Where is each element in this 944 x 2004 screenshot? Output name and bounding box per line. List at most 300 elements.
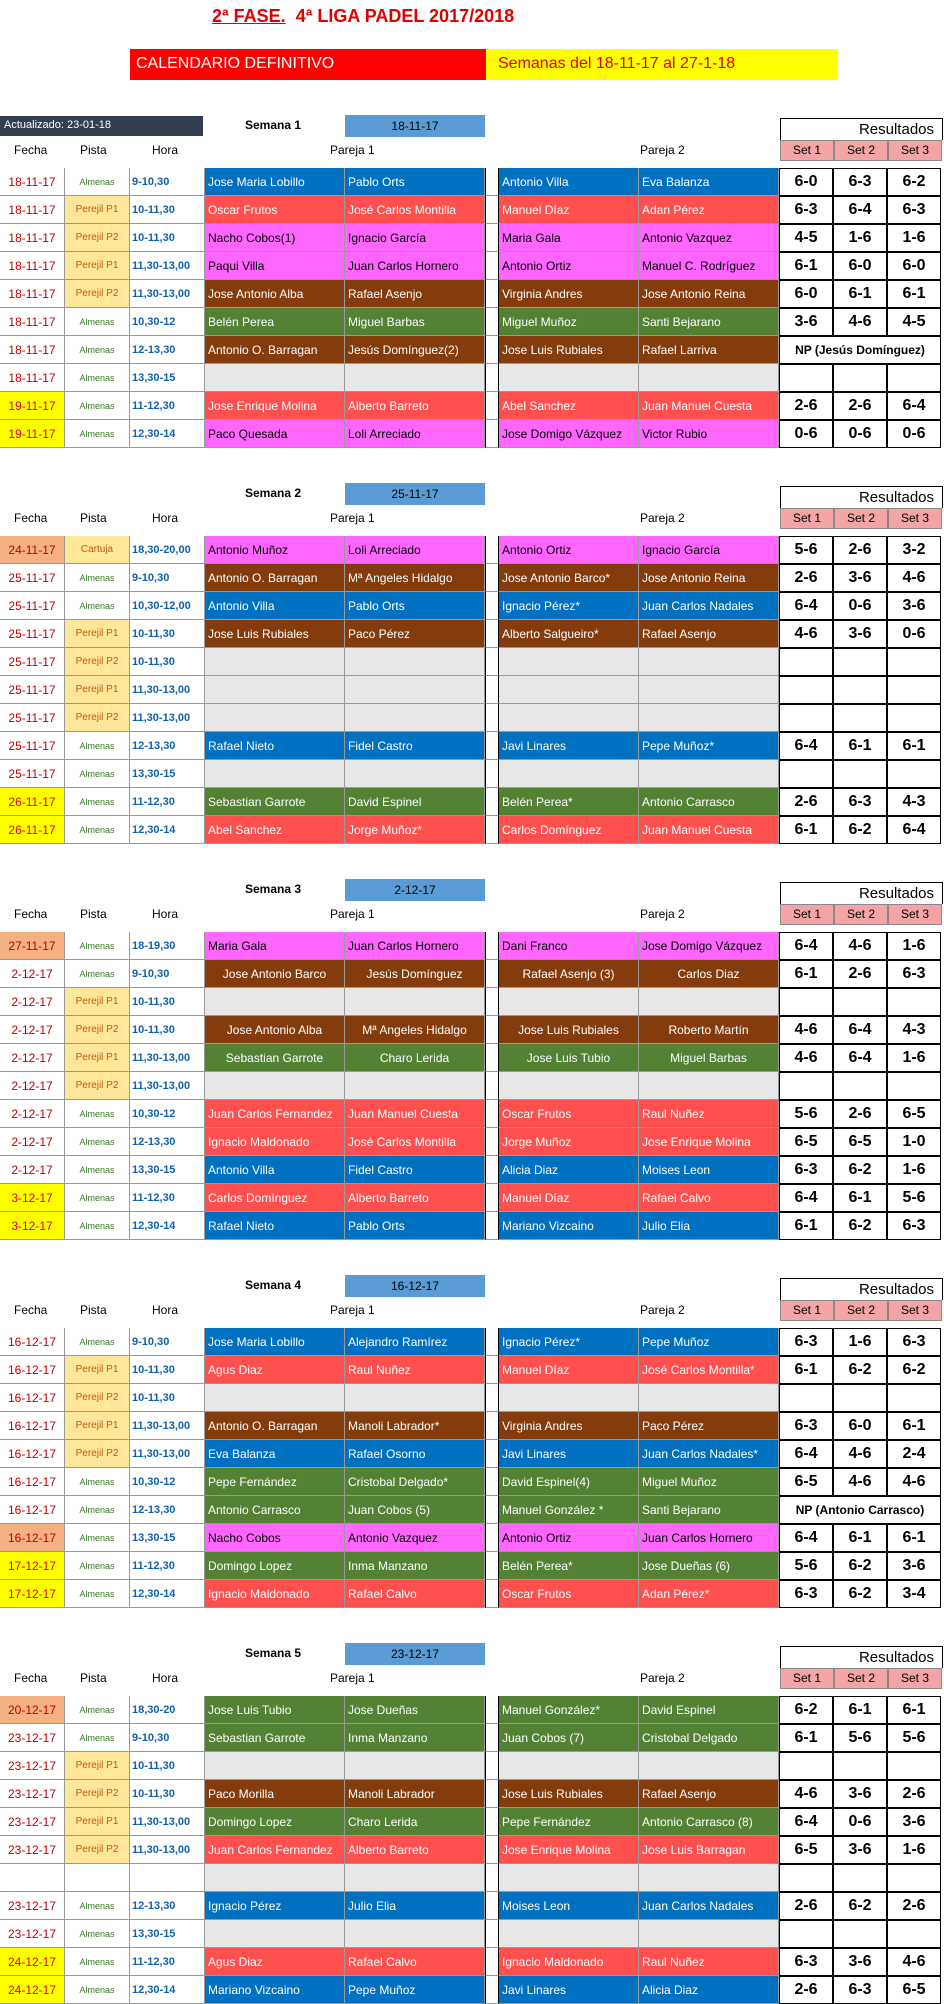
- match-time: 11,30-13,00: [130, 280, 205, 308]
- column-header-row: [0, 904, 944, 925]
- set1-score: 6-4: [779, 1524, 833, 1552]
- pair-separator: [485, 1328, 499, 1356]
- week-gap: [0, 1240, 944, 1270]
- match-date: 24-12-17: [0, 1976, 65, 2004]
- col-set2: Set 2: [834, 1300, 888, 1321]
- match-court: [65, 1864, 130, 1892]
- match-date: 2-12-17: [0, 1128, 65, 1156]
- set3-score: 3-6: [887, 592, 941, 620]
- set1-score: [779, 1864, 833, 1892]
- week-name: Semana 4: [245, 1278, 302, 1292]
- resultados-label: Resultados: [780, 1278, 943, 1300]
- pareja1-player2: Mª Angeles Hidalgo: [345, 564, 485, 592]
- match-row: [0, 816, 944, 844]
- pareja1-player2: Mª Angeles Hidalgo: [345, 1016, 485, 1044]
- match-date: 3-12-17: [0, 1212, 65, 1240]
- pareja2-player1: [499, 1920, 639, 1948]
- col-set2: Set 2: [834, 140, 888, 161]
- match-row: [0, 1156, 944, 1184]
- col-fecha: Fecha: [14, 143, 48, 157]
- set3-score: [887, 704, 941, 732]
- match-court: Almenas: [65, 1892, 130, 1920]
- set3-score: 6-3: [887, 1212, 941, 1240]
- match-date: 16-12-17: [0, 1328, 65, 1356]
- pareja1-player2: Alberto Barreto: [345, 1184, 485, 1212]
- match-time: 10-11,30: [130, 620, 205, 648]
- pareja1-player1: Domingo Lopez: [205, 1552, 345, 1580]
- set2-score: [833, 704, 887, 732]
- pareja2-player2: Juan Manuel Cuesta: [639, 816, 779, 844]
- set3-score: 4-6: [887, 1468, 941, 1496]
- pareja1-player2: Rafael Calvo: [345, 1580, 485, 1608]
- pareja2-player2: Pepe Muñoz*: [639, 732, 779, 760]
- col-pareja1: Pareja 1: [330, 907, 375, 921]
- pareja2-player2: Paco Pérez: [639, 1412, 779, 1440]
- match-row: [0, 1100, 944, 1128]
- set3-score: 2-6: [887, 1892, 941, 1920]
- pareja2-player2: [639, 1920, 779, 1948]
- pareja2-player2: [639, 364, 779, 392]
- pair-separator: [485, 1212, 499, 1240]
- match-time: 10-11,30: [130, 988, 205, 1016]
- match-time: 12-13,30: [130, 336, 205, 364]
- pareja1-player1: Paqui Villa: [205, 252, 345, 280]
- no-presentado-result: NP (Jesús Domínguez): [779, 336, 941, 364]
- match-row: [0, 536, 944, 564]
- match-time: 11-12,30: [130, 788, 205, 816]
- col-fecha: Fecha: [14, 1303, 48, 1317]
- match-time: 11,30-13,00: [130, 1440, 205, 1468]
- pareja2-player2: Rafael Calvo: [639, 1184, 779, 1212]
- pair-separator: [485, 536, 499, 564]
- col-set1: Set 1: [780, 508, 834, 529]
- set3-score: 4-3: [887, 788, 941, 816]
- pareja2-player1: David Espinel(4): [499, 1468, 639, 1496]
- pair-separator: [485, 336, 499, 364]
- pareja2-player2: [639, 1864, 779, 1892]
- week-gap: [0, 844, 944, 874]
- col-hora: Hora: [152, 1671, 179, 1685]
- pareja1-player1: Belén Perea: [205, 308, 345, 336]
- pareja1-player1: Jose Maria Lobillo: [205, 1328, 345, 1356]
- set3-score: 4-6: [887, 564, 941, 592]
- set3-score: 6-3: [887, 196, 941, 224]
- pareja1-player2: David Espinel: [345, 788, 485, 816]
- set2-score: 6-2: [833, 1212, 887, 1240]
- match-row: [0, 648, 944, 676]
- pareja2-player2: [639, 676, 779, 704]
- pair-separator: [485, 676, 499, 704]
- match-time: 11-12,30: [130, 1552, 205, 1580]
- pareja2-player1: Oscar Frutos: [499, 1580, 639, 1608]
- week-gap: [0, 1608, 944, 1638]
- pareja2-player1: Belén Perea*: [499, 1552, 639, 1580]
- match-row: [0, 960, 944, 988]
- set2-score: 6-0: [833, 252, 887, 280]
- set1-score: 6-4: [779, 592, 833, 620]
- pair-separator: [485, 1440, 499, 1468]
- pareja2-player2: Santi Bejarano: [639, 308, 779, 336]
- pair-separator: [485, 308, 499, 336]
- col-set2: Set 2: [834, 508, 888, 529]
- set3-score: 1-6: [887, 1044, 941, 1072]
- match-court: Almenas: [65, 1524, 130, 1552]
- pareja1-player2: Charo Lerida: [345, 1808, 485, 1836]
- match-court: Almenas: [65, 816, 130, 844]
- match-date: 3-12-17: [0, 1184, 65, 1212]
- match-time: 11,30-13,00: [130, 1072, 205, 1100]
- match-date: 2-12-17: [0, 1156, 65, 1184]
- pareja2-player1: Mariano Vizcaino: [499, 1212, 639, 1240]
- match-date: 18-11-17: [0, 252, 65, 280]
- match-row: [0, 1356, 944, 1384]
- pareja1-player2: [345, 364, 485, 392]
- updated-label: Actualizado: 23-01-18: [0, 116, 203, 136]
- pareja2-player1: Manuel Díaz: [499, 1356, 639, 1384]
- pareja1-player2: Juan Carlos Hornero: [345, 932, 485, 960]
- match-row: [0, 1524, 944, 1552]
- col-pareja2: Pareja 2: [640, 1303, 685, 1317]
- pareja1-player2: Jose Dueñas: [345, 1696, 485, 1724]
- set3-score: 2-6: [887, 1780, 941, 1808]
- match-date: 2-12-17: [0, 1016, 65, 1044]
- match-row: [0, 1808, 944, 1836]
- calendario-banner: CALENDARIO DEFINITIVO: [130, 49, 486, 80]
- match-time: 10-11,30: [130, 648, 205, 676]
- pair-separator: [485, 1724, 499, 1752]
- pareja1-player1: Jose Antonio Alba: [205, 280, 345, 308]
- pareja2-player2: Moises Leon: [639, 1156, 779, 1184]
- pair-separator: [485, 564, 499, 592]
- pareja2-player1: Manuel González*: [499, 1696, 639, 1724]
- match-row: [0, 1864, 944, 1892]
- match-row: [0, 592, 944, 620]
- set2-score: [833, 1864, 887, 1892]
- week-name: Semana 3: [245, 882, 302, 896]
- match-date: 2-12-17: [0, 1072, 65, 1100]
- match-court: Almenas: [65, 1496, 130, 1524]
- pareja2-player2: Juan Carlos Hornero: [639, 1524, 779, 1552]
- set3-score: 3-6: [887, 1808, 941, 1836]
- resultados-label: Resultados: [780, 882, 943, 904]
- match-time: 9-10,30: [130, 1724, 205, 1752]
- pareja2-player1: Virginia Andres: [499, 280, 639, 308]
- pareja1-player2: Rafael Asenjo: [345, 280, 485, 308]
- pareja2-player1: Alicia Diaz: [499, 1156, 639, 1184]
- match-court: Perejil P2: [65, 280, 130, 308]
- pareja2-player1: Pepe Fernández: [499, 1808, 639, 1836]
- set3-score: 4-3: [887, 1016, 941, 1044]
- set1-score: 4-5: [779, 224, 833, 252]
- match-row: [0, 280, 944, 308]
- pareja1-player2: [345, 676, 485, 704]
- pareja1-player1: Jose Luis Tubio: [205, 1696, 345, 1724]
- pareja1-player1: Antonio Villa: [205, 1156, 345, 1184]
- col-pareja1: Pareja 1: [330, 511, 375, 525]
- pareja2-player2: Juan Manuel Cuesta: [639, 392, 779, 420]
- col-fecha: Fecha: [14, 907, 48, 921]
- pareja2-player2: Antonio Carrasco: [639, 788, 779, 816]
- pair-separator: [485, 988, 499, 1016]
- pareja1-player1: Maria Gala: [205, 932, 345, 960]
- pareja2-player1: [499, 364, 639, 392]
- match-date: 25-11-17: [0, 648, 65, 676]
- col-set3: Set 3: [888, 508, 942, 529]
- pareja1-player1: Ignacio Maldonado: [205, 1128, 345, 1156]
- pareja1-player2: Rafael Osorno: [345, 1440, 485, 1468]
- set1-score: 2-6: [779, 788, 833, 816]
- set3-score: 6-1: [887, 1696, 941, 1724]
- pareja2-player2: Santi Bejarano: [639, 1496, 779, 1524]
- match-court: Perejil P1: [65, 676, 130, 704]
- match-court: Almenas: [65, 760, 130, 788]
- pair-separator: [485, 1468, 499, 1496]
- col-set3: Set 3: [888, 1300, 942, 1321]
- pareja2-player1: Javi Linares: [499, 732, 639, 760]
- set1-score: 5-6: [779, 1552, 833, 1580]
- match-time: 11,30-13,00: [130, 1044, 205, 1072]
- pareja2-player2: [639, 760, 779, 788]
- set1-score: 6-3: [779, 1412, 833, 1440]
- match-row: [0, 676, 944, 704]
- set1-score: 0-6: [779, 420, 833, 448]
- pareja2-player1: Manuel Díaz: [499, 1184, 639, 1212]
- match-date: 26-11-17: [0, 788, 65, 816]
- match-court: Almenas: [65, 308, 130, 336]
- match-date: 18-11-17: [0, 364, 65, 392]
- set3-score: 6-1: [887, 732, 941, 760]
- set1-score: 4-6: [779, 620, 833, 648]
- match-date: 23-12-17: [0, 1836, 65, 1864]
- set3-score: 4-6: [887, 1948, 941, 1976]
- match-date: 25-11-17: [0, 676, 65, 704]
- match-court: Almenas: [65, 420, 130, 448]
- set1-score: 6-4: [779, 932, 833, 960]
- set1-score: 6-3: [779, 1580, 833, 1608]
- match-court: Perejil P1: [65, 1752, 130, 1780]
- pareja1-player2: Antonio Vazquez: [345, 1524, 485, 1552]
- pair-separator: [485, 1892, 499, 1920]
- match-row: [0, 420, 944, 448]
- set2-score: [833, 1384, 887, 1412]
- pareja1-player2: [345, 1920, 485, 1948]
- set3-score: 1-6: [887, 932, 941, 960]
- pareja1-player1: Paco Morilla: [205, 1780, 345, 1808]
- pareja2-player2: [639, 1752, 779, 1780]
- pareja2-player1: Ignacio Pérez*: [499, 1328, 639, 1356]
- col-set1: Set 1: [780, 140, 834, 161]
- pareja1-player1: Agus Diaz: [205, 1948, 345, 1976]
- col-pareja2: Pareja 2: [640, 1671, 685, 1685]
- set1-score: [779, 1752, 833, 1780]
- week-name: Semana 5: [245, 1646, 302, 1660]
- set2-score: [833, 1752, 887, 1780]
- match-row: [0, 1072, 944, 1100]
- pareja1-player2: Alberto Barreto: [345, 392, 485, 420]
- pareja2-player2: Cristobal Delgado: [639, 1724, 779, 1752]
- set1-score: 4-6: [779, 1016, 833, 1044]
- set1-score: [779, 648, 833, 676]
- set1-score: 4-6: [779, 1044, 833, 1072]
- pareja2-player2: Jose Antonio Reina: [639, 564, 779, 592]
- pareja2-player2: Jose Luis Barragan: [639, 1836, 779, 1864]
- set2-score: [833, 1072, 887, 1100]
- match-court: Almenas: [65, 960, 130, 988]
- pareja2-player2: Raul Nuñez: [639, 1948, 779, 1976]
- match-row: [0, 1920, 944, 1948]
- pareja1-player2: Charo Lerida: [345, 1044, 485, 1072]
- match-date: 16-12-17: [0, 1468, 65, 1496]
- pair-separator: [485, 1044, 499, 1072]
- pareja1-player1: [205, 364, 345, 392]
- no-presentado-result: NP (Antonio Carrasco): [779, 1496, 941, 1524]
- set1-score: 6-1: [779, 1724, 833, 1752]
- week-header: [0, 1638, 944, 1696]
- set2-score: 6-1: [833, 280, 887, 308]
- set1-score: 6-1: [779, 1356, 833, 1384]
- match-time: 12-13,30: [130, 1496, 205, 1524]
- pareja2-player1: Javi Linares: [499, 1440, 639, 1468]
- match-date: 18-11-17: [0, 224, 65, 252]
- set2-score: 2-6: [833, 1100, 887, 1128]
- col-set1: Set 1: [780, 1300, 834, 1321]
- match-row: [0, 988, 944, 1016]
- col-pista: Pista: [80, 1303, 107, 1317]
- pareja2-player2: Juan Carlos Nadales*: [639, 1440, 779, 1468]
- match-date: 2-12-17: [0, 1100, 65, 1128]
- pareja2-player2: Roberto Martín: [639, 1016, 779, 1044]
- match-date: 24-11-17: [0, 536, 65, 564]
- set1-score: 6-4: [779, 1184, 833, 1212]
- pareja2-player1: Alberto Salgueiro*: [499, 620, 639, 648]
- set3-score: 6-5: [887, 1976, 941, 2004]
- match-row: [0, 392, 944, 420]
- match-time: 10,30-12: [130, 1100, 205, 1128]
- match-time: 11,30-13,00: [130, 1808, 205, 1836]
- match-date: 16-12-17: [0, 1384, 65, 1412]
- set2-score: 2-6: [833, 960, 887, 988]
- set1-score: 5-6: [779, 1100, 833, 1128]
- pareja1-player1: [205, 1384, 345, 1412]
- pair-separator: [485, 592, 499, 620]
- set1-score: 6-4: [779, 1808, 833, 1836]
- set2-score: 6-3: [833, 788, 887, 816]
- pareja2-player2: Rafael Larriva: [639, 336, 779, 364]
- set2-score: 6-1: [833, 1696, 887, 1724]
- match-time: 12,30-14: [130, 1212, 205, 1240]
- set2-score: 6-4: [833, 1016, 887, 1044]
- pareja1-player2: Pepe Muñoz: [345, 1976, 485, 2004]
- pareja2-player1: Jorge Muñoz: [499, 1128, 639, 1156]
- pareja1-player2: Jorge Muñoz*: [345, 816, 485, 844]
- set1-score: [779, 760, 833, 788]
- pareja2-player2: Pepe Muñoz: [639, 1328, 779, 1356]
- pareja1-player1: Carlos Domínguez: [205, 1184, 345, 1212]
- set3-score: 6-4: [887, 392, 941, 420]
- match-date: 2-12-17: [0, 988, 65, 1016]
- match-court: Almenas: [65, 364, 130, 392]
- match-date: 27-11-17: [0, 932, 65, 960]
- pareja1-player1: Paco Quesada: [205, 420, 345, 448]
- pareja2-player2: [639, 1072, 779, 1100]
- set2-score: 6-4: [833, 196, 887, 224]
- col-pareja2: Pareja 2: [640, 511, 685, 525]
- col-pareja1: Pareja 1: [330, 143, 375, 157]
- set3-score: [887, 1752, 941, 1780]
- match-court: Almenas: [65, 1212, 130, 1240]
- set3-score: 1-6: [887, 224, 941, 252]
- pareja1-player2: Juan Cobos (5): [345, 1496, 485, 1524]
- pareja1-player2: Manoli Labrador: [345, 1780, 485, 1808]
- pair-separator: [485, 252, 499, 280]
- match-row: [0, 1016, 944, 1044]
- pareja1-player2: Fidel Castro: [345, 732, 485, 760]
- set1-score: [779, 1920, 833, 1948]
- match-court: Almenas: [65, 932, 130, 960]
- pareja2-player1: [499, 1864, 639, 1892]
- match-court: Perejil P1: [65, 988, 130, 1016]
- pareja2-player2: Rafael Asenjo: [639, 620, 779, 648]
- pareja2-player1: Moises Leon: [499, 1892, 639, 1920]
- week-name: Semana 1: [245, 118, 302, 132]
- match-row: [0, 1440, 944, 1468]
- col-set3: Set 3: [888, 1668, 942, 1689]
- col-set2: Set 2: [834, 1668, 888, 1689]
- match-date: [0, 1864, 65, 1892]
- pareja1-player2: [345, 1384, 485, 1412]
- pareja1-player1: Jose Enrique Molina: [205, 392, 345, 420]
- liga-label: 4ª LIGA PADEL 2017/2018: [295, 6, 515, 26]
- pair-separator: [485, 960, 499, 988]
- match-time: 13,30-15: [130, 760, 205, 788]
- set2-score: [833, 676, 887, 704]
- pareja2-player2: Adan Pérez: [639, 196, 779, 224]
- pair-separator: [485, 1128, 499, 1156]
- match-row: [0, 224, 944, 252]
- pareja2-player1: Javi Linares: [499, 1976, 639, 2004]
- pareja1-player2: Juan Carlos Hornero: [345, 252, 485, 280]
- pareja2-player1: [499, 760, 639, 788]
- pareja1-player2: Fidel Castro: [345, 1156, 485, 1184]
- match-time: 11,30-13,00: [130, 704, 205, 732]
- match-time: 9-10,30: [130, 1328, 205, 1356]
- pareja1-player2: Manoli Labrador*: [345, 1412, 485, 1440]
- pair-separator: [485, 1412, 499, 1440]
- column-header-row: [0, 1300, 944, 1321]
- pareja2-player2: [639, 988, 779, 1016]
- match-date: 2-12-17: [0, 1044, 65, 1072]
- match-row: [0, 168, 944, 196]
- set3-score: 6-2: [887, 168, 941, 196]
- match-time: 10-11,30: [130, 1780, 205, 1808]
- match-date: 23-12-17: [0, 1920, 65, 1948]
- set3-score: 3-4: [887, 1580, 941, 1608]
- set2-score: 6-2: [833, 1552, 887, 1580]
- pareja1-player2: [345, 760, 485, 788]
- match-date: 23-12-17: [0, 1752, 65, 1780]
- set2-score: 6-2: [833, 1356, 887, 1384]
- match-row: [0, 1128, 944, 1156]
- match-time: 10-11,30: [130, 1016, 205, 1044]
- match-row: [0, 1212, 944, 1240]
- set2-score: 6-2: [833, 1580, 887, 1608]
- pair-separator: [485, 816, 499, 844]
- set3-score: 2-4: [887, 1440, 941, 1468]
- pareja2-player2: Antonio Vazquez: [639, 224, 779, 252]
- match-row: [0, 1468, 944, 1496]
- pareja1-player2: Julio Elia: [345, 1892, 485, 1920]
- match-date: 19-11-17: [0, 392, 65, 420]
